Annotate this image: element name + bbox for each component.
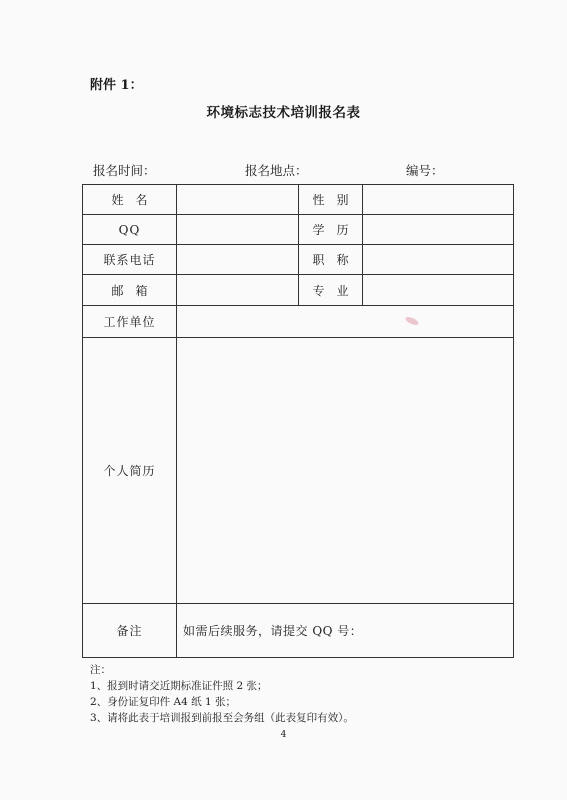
note-item: 2、身份证复印件 A4 纸 1 张； [90, 696, 236, 708]
resume-label: 个人简历 [83, 338, 177, 604]
email-field[interactable] [177, 275, 299, 306]
remarks-label: 备注 [83, 604, 177, 658]
qq-field[interactable] [177, 215, 299, 245]
employer-label: 工作单位 [83, 306, 177, 338]
gender-field[interactable] [363, 185, 514, 215]
attachment-label: 附件 1： [90, 78, 143, 93]
gender-label: 性别 [299, 185, 363, 215]
education-label: 学历 [299, 215, 363, 245]
email-label: 邮箱 [83, 275, 177, 306]
employer-field[interactable] [177, 306, 514, 338]
note-item: 3、请将此表于培训报到前报至会务组（此表复印有效）。 [90, 712, 354, 724]
job-title-label: 职称 [299, 245, 363, 275]
name-field[interactable] [177, 185, 299, 215]
remarks-text[interactable]: 如需后续服务，请提交 QQ 号： [177, 604, 514, 658]
resume-field[interactable] [177, 338, 514, 604]
notes-section [90, 662, 354, 726]
qq-label: QQ [83, 215, 177, 245]
major-label: 专业 [299, 275, 363, 306]
form-title: 环境标志技术培训报名表 [206, 105, 361, 121]
phone-field[interactable] [177, 245, 299, 275]
major-field[interactable] [363, 275, 514, 306]
page-number: 4 [280, 730, 287, 740]
phone-label: 联系电话 [83, 245, 177, 275]
serial-number-label: 编号： [406, 163, 444, 178]
name-label: 姓名 [83, 185, 177, 215]
registration-place-label: 报名地点： [245, 163, 308, 178]
job-title-field[interactable] [363, 245, 514, 275]
note-item: 1、报到时请交近期标准证件照 2 张； [90, 680, 268, 692]
registration-form-table [82, 184, 514, 658]
education-field[interactable] [363, 215, 514, 245]
registration-time-label: 报名时间： [93, 163, 156, 178]
notes-heading: 注： [90, 664, 111, 676]
